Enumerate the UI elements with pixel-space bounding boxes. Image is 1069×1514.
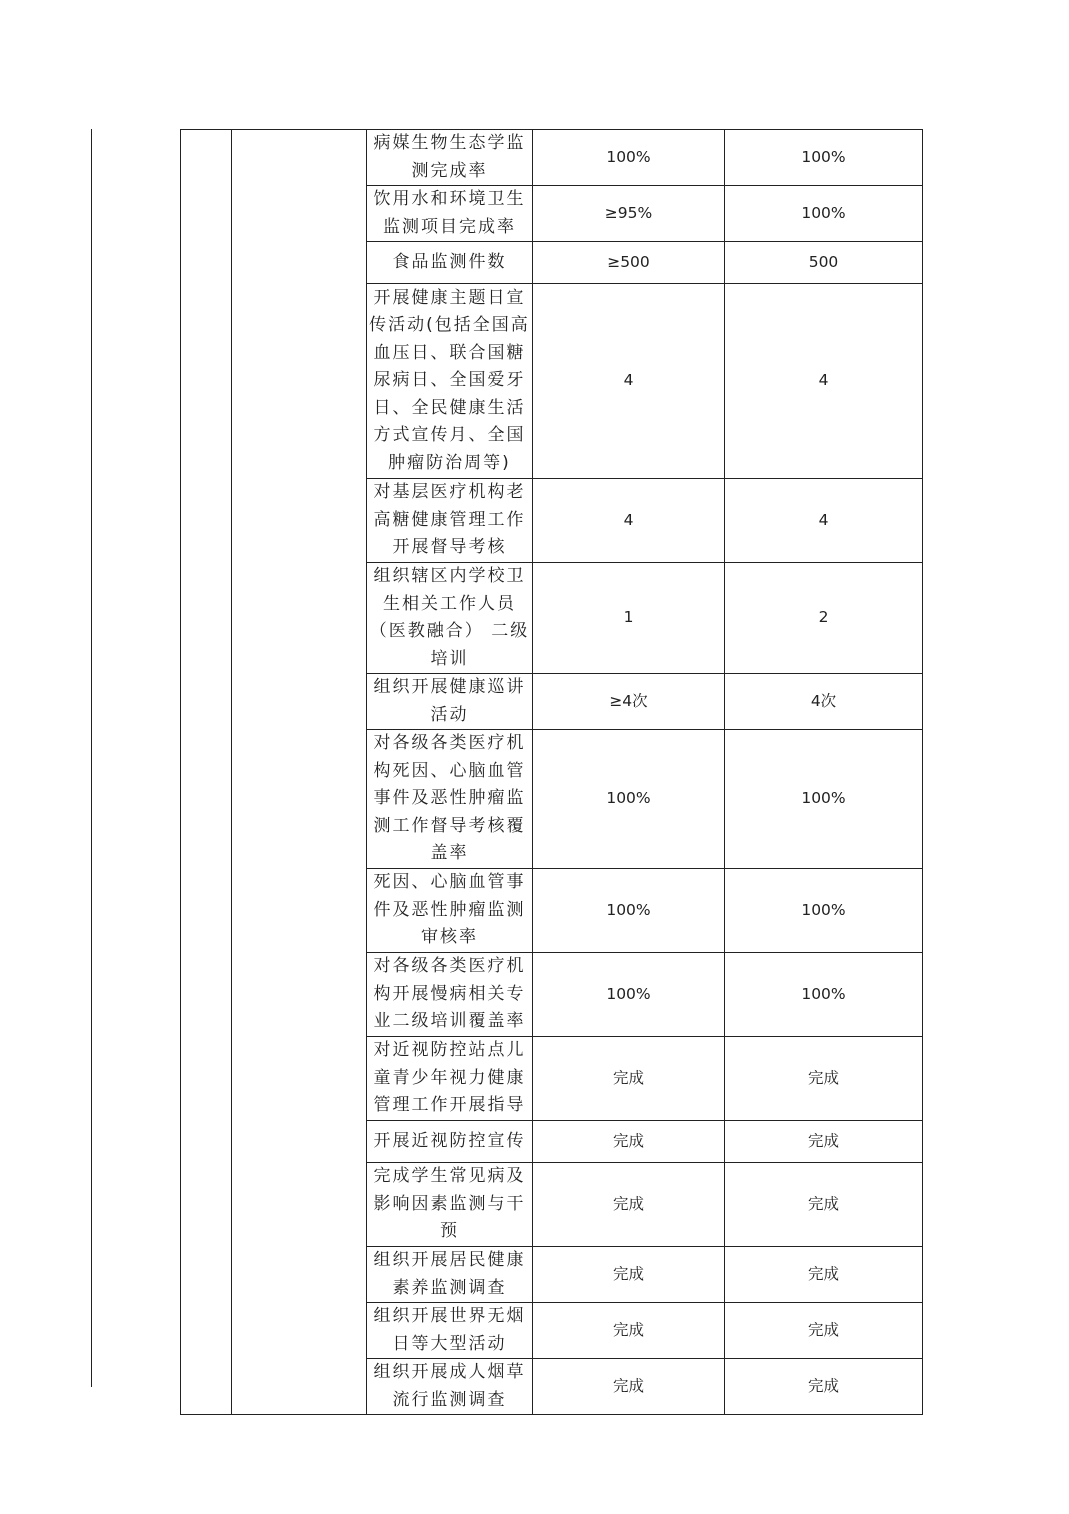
actual-cell: 100% bbox=[725, 186, 923, 242]
target-cell: 完成 bbox=[533, 1121, 725, 1163]
target-cell: 完成 bbox=[533, 1303, 725, 1359]
indicator-cell: 组织开展世界无烟日等大型活动 bbox=[367, 1303, 533, 1359]
indicator-cell: 饮用水和环境卫生监测项目完成率 bbox=[367, 186, 533, 242]
indicator-cell: 开展近视防控宣传 bbox=[367, 1121, 533, 1163]
target-cell: ≥4次 bbox=[533, 674, 725, 730]
actual-cell: 完成 bbox=[725, 1359, 923, 1415]
actual-cell: 完成 bbox=[725, 1037, 923, 1121]
indicator-cell: 完成学生常见病及影响因素监测与干预 bbox=[367, 1163, 533, 1247]
target-cell: 完成 bbox=[533, 1163, 725, 1247]
target-cell: 100% bbox=[533, 953, 725, 1037]
indicator-cell: 组织辖区内学校卫生相关工作人员（医教融合） 二级培训 bbox=[367, 563, 533, 674]
actual-cell: 4次 bbox=[725, 674, 923, 730]
indicator-cell: 对近视防控站点儿童青少年视力健康管理工作开展指导 bbox=[367, 1037, 533, 1121]
actual-cell: 500 bbox=[725, 242, 923, 284]
target-cell: 100% bbox=[533, 869, 725, 953]
target-cell: ≥95% bbox=[533, 186, 725, 242]
target-cell: 100% bbox=[533, 730, 725, 869]
target-cell: 1 bbox=[533, 563, 725, 674]
category-cell bbox=[181, 130, 232, 1415]
target-cell: 100% bbox=[533, 130, 725, 186]
target-cell: 4 bbox=[533, 479, 725, 563]
actual-cell: 4 bbox=[725, 479, 923, 563]
indicator-cell: 组织开展健康巡讲活动 bbox=[367, 674, 533, 730]
actual-cell: 完成 bbox=[725, 1163, 923, 1247]
indicator-cell: 死因、心脑血管事件及恶性肿瘤监测审核率 bbox=[367, 869, 533, 953]
performance-indicator-table bbox=[180, 129, 923, 1415]
table-row bbox=[181, 130, 923, 186]
actual-cell: 2 bbox=[725, 563, 923, 674]
actual-cell: 100% bbox=[725, 953, 923, 1037]
target-cell: 完成 bbox=[533, 1247, 725, 1303]
indicator-cell: 组织开展居民健康素养监测调查 bbox=[367, 1247, 533, 1303]
subcategory-cell bbox=[232, 130, 367, 1415]
target-cell: 4 bbox=[533, 284, 725, 479]
actual-cell: 完成 bbox=[725, 1247, 923, 1303]
indicator-cell: 食品监测件数 bbox=[367, 242, 533, 284]
actual-cell: 4 bbox=[725, 284, 923, 479]
actual-cell: 完成 bbox=[725, 1303, 923, 1359]
actual-cell: 100% bbox=[725, 730, 923, 869]
indicator-cell: 对各级各类医疗机构开展慢病相关专业二级培训覆盖率 bbox=[367, 953, 533, 1037]
actual-cell: 100% bbox=[725, 869, 923, 953]
actual-cell: 100% bbox=[725, 130, 923, 186]
indicator-cell: 组织开展成人烟草流行监测调查 bbox=[367, 1359, 533, 1415]
indicator-cell: 病媒生物生态学监测完成率 bbox=[367, 130, 533, 186]
indicator-cell: 开展健康主题日宣传活动(包括全国高血压日、联合国糖尿病日、全国爱牙日、全民健康生活方式宣传月、全国肿瘤防治周等) bbox=[367, 284, 533, 479]
actual-cell: 完成 bbox=[725, 1121, 923, 1163]
indicator-cell: 对各级各类医疗机构死因、心脑血管事件及恶性肿瘤监测工作督导考核覆盖率 bbox=[367, 730, 533, 869]
indicator-cell: 对基层医疗机构老高糖健康管理工作开展督导考核 bbox=[367, 479, 533, 563]
target-cell: 完成 bbox=[533, 1037, 725, 1121]
target-cell: 完成 bbox=[533, 1359, 725, 1415]
left-margin-line bbox=[91, 129, 92, 1387]
target-cell: ≥500 bbox=[533, 242, 725, 284]
